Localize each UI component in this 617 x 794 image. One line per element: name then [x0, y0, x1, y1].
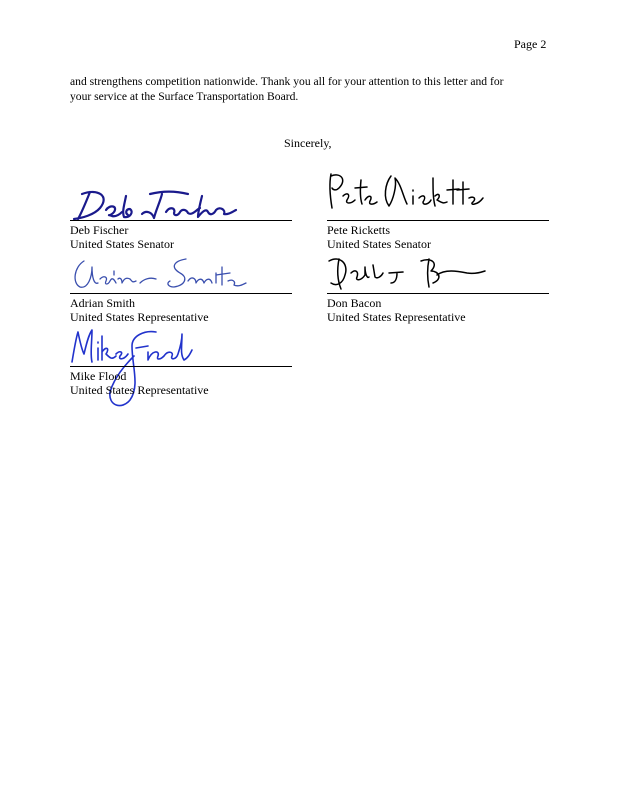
- adrian-smith-signature: [70, 253, 248, 293]
- signer-name-adrian-smith: Adrian Smith: [70, 296, 135, 310]
- letter-body: [70, 74, 560, 104]
- signer-title-pete-ricketts: United States Senator: [327, 237, 431, 251]
- signer-name-deb-fischer: Deb Fischer: [70, 223, 129, 237]
- signature-block-pete-ricketts: [327, 180, 549, 255]
- don-bacon-signature: [327, 253, 487, 291]
- letter-body-line-1: and strengthens competition nationwide. Thank you all for your attention to this letter and for: [70, 75, 504, 88]
- signer-name-don-bacon: Don Bacon: [327, 296, 382, 310]
- mike-flood-signature: [70, 326, 200, 410]
- signer-title-adrian-smith: United States Representative: [70, 310, 209, 324]
- signer-title-don-bacon: United States Representative: [327, 310, 466, 324]
- letter-body-line-2: your service at the Surface Transportation Board.: [70, 90, 299, 103]
- signature-block-deb-fischer: [70, 180, 292, 255]
- signature-block-adrian-smith: [70, 253, 292, 328]
- signer-title-mike-flood: United States Representative: [70, 383, 209, 397]
- page-number: Page 2: [514, 37, 547, 51]
- signer-name-pete-ricketts: Pete Ricketts: [327, 223, 390, 237]
- closing-salutation: Sincerely,: [284, 136, 332, 150]
- signature-block-don-bacon: [327, 253, 549, 328]
- signer-name-mike-flood: Mike Flood: [70, 369, 127, 383]
- signer-title-deb-fischer: United States Senator: [70, 237, 174, 251]
- signature-block-mike-flood: [70, 326, 292, 406]
- pete-ricketts-signature: [327, 170, 487, 214]
- deb-fischer-signature: [70, 182, 245, 224]
